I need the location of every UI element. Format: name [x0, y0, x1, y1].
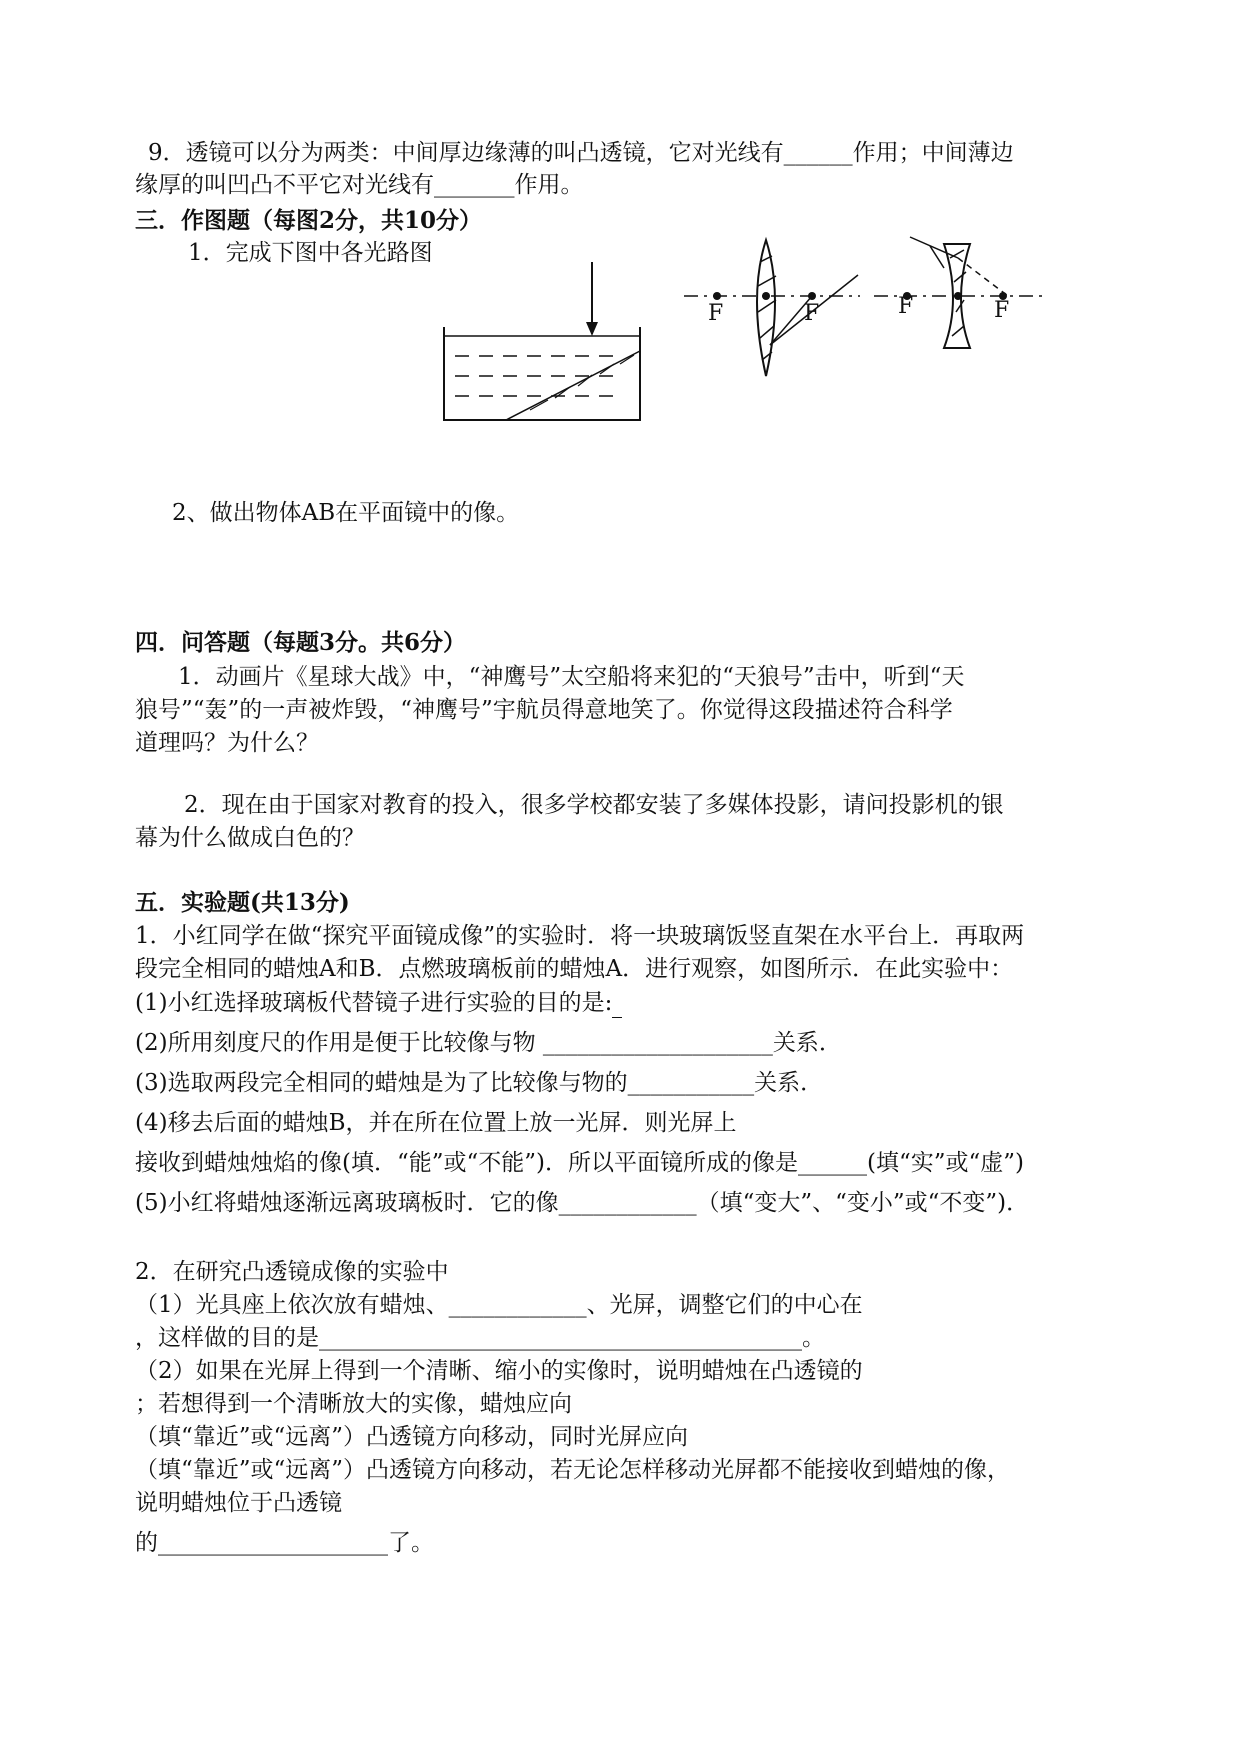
section-5-title: 五．实验题(共13分)	[135, 889, 350, 916]
q9-line-1: 9．透镜可以分为两类：中间厚边缘薄的叫凸透镜，它对光线有______作用；中间薄边	[148, 140, 1014, 166]
section-5-q2-2e: 说明蜡烛位于凸透镜	[135, 1490, 342, 1516]
section-4-q1-line-3: 道理吗？为什么？	[135, 730, 319, 756]
water-container-diagram	[444, 262, 640, 420]
section-5-q1-step-3: (3)选取两段完全相同的蜡烛是为了比较像与物的___________关系．	[135, 1070, 824, 1096]
focus-label: F	[898, 294, 914, 319]
section-5-q2-intro: 2．在研究凸透镜成像的实验中	[135, 1259, 449, 1285]
section-5-q1-step-2: (2)所用刻度尺的作用是便于比较像与物 ____________________关系．	[135, 1030, 842, 1056]
q1-step-1-blank[interactable]	[612, 995, 622, 1018]
section-5-q1-line-2: 段完全相同的蜡烛A和B．点燃玻璃板前的蜡烛A．进行观察，如图所示．在此实验中：	[135, 956, 1014, 982]
section-3-q1: 1．完成下图中各光路图	[188, 240, 433, 266]
section-5-q2-2a: （2）如果在光屏上得到一个清晰、缩小的实像时，说明蜡烛在凸透镜的	[135, 1358, 863, 1384]
focus-label: F	[804, 301, 820, 326]
section-4-title: 四．问答题（每题3分。共6分）	[135, 629, 467, 656]
section-5-q1-step-4b: 接收到蜡烛烛焰的像(填．“能”或“不能”)．所以平面镜所成的像是______(填“实”或“虚”)	[135, 1150, 1024, 1176]
section-5-q2-1b: ，这样做的目的是__________________________________________。	[135, 1325, 825, 1351]
section-5-q1-step-4a: (4)移去后面的蜡烛B，并在所在位置上放一光屏．则光屏上	[135, 1110, 737, 1136]
section-5-q1-line-1: 1．小红同学在做“探究平面镜成像”的实验时．将一块玻璃饭竖直架在水平台上．再取两	[135, 923, 1025, 949]
section-5-q1-step-5: (5)小红将蜡烛逐渐远离玻璃板时．它的像____________（填“变大”、“变小”或“不变”)．	[135, 1190, 1030, 1216]
section-5-q2-2c: （填“靠近”或“远离”）凸透镜方向移动，同时光屏应向	[135, 1424, 689, 1450]
focus-label: F	[708, 301, 724, 326]
section-5-q2-2f: 的____________________了。	[135, 1530, 434, 1556]
focus-label: F	[994, 298, 1010, 323]
section-3-q2: 2、做出物体AB在平面镜中的像。	[172, 500, 520, 526]
section-4-q2-line-1: 2．现在由于国家对教育的投入，很多学校都安装了多媒体投影，请问投影机的银	[184, 792, 1004, 818]
section-5-q2-2b: ；若想得到一个清晰放大的实像，蜡烛应向	[135, 1391, 572, 1417]
section-4-q2-line-2: 幕为什么做成白色的？	[135, 825, 365, 851]
section-5-q2-1a: （1）光具座上依次放有蜡烛、____________、光屏，调整它们的中心在	[135, 1292, 863, 1318]
section-5-q2-2d: （填“靠近”或“远离”）凸透镜方向移动，若无论怎样移动光屏都不能接收到蜡烛的像，	[135, 1457, 1011, 1483]
section-4-q1-line-1: 1．动画片《星球大战》中，“神鹰号”太空船将来犯的“天狼号”击中，听到“天	[178, 664, 965, 690]
section-5-q1-step-1	[135, 988, 622, 1018]
section-4-q1-line-2: 狼号”“轰”的一声被炸毁，“神鹰号”宇航员得意地笑了。你觉得这段描述符合科学	[135, 697, 953, 723]
section-3-title: 三．作图题（每图2分，共10分）	[135, 207, 483, 234]
q1-step-1-text: (1)小红选择玻璃板代替镜子进行实验的目的是:	[135, 990, 613, 1016]
q9-line-2: 缘厚的叫凹凸不平它对光线有_______作用。	[135, 172, 584, 198]
